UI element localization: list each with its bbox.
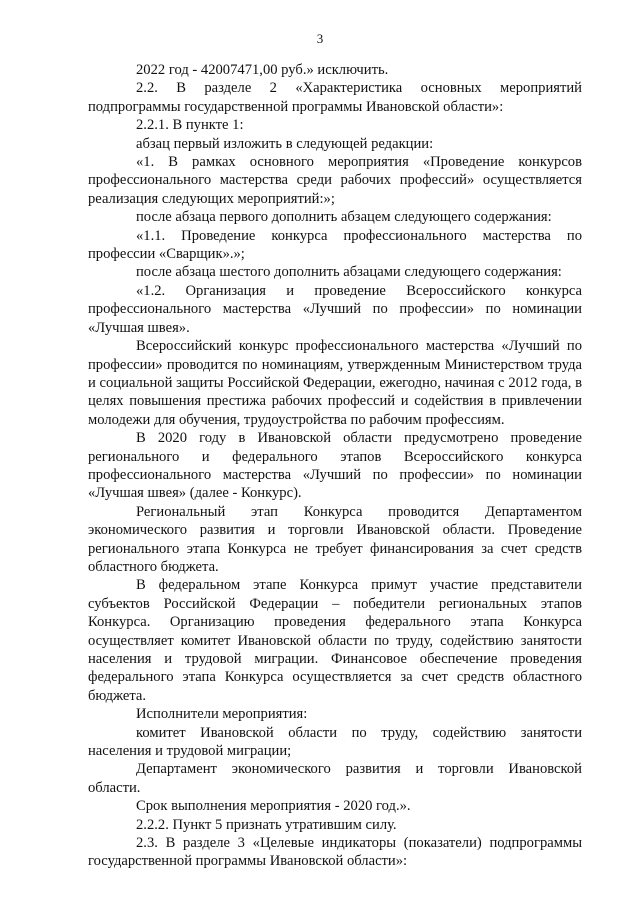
paragraph: 2022 год - 42007471,00 руб.» исключить.	[136, 62, 389, 78]
paragraph: Региональный этап Конкурса проводится Департаментом экономического развития и торговли Ивановской области. Проведение регионального этапа Конкурса не требует финансирования за счет средств областного бюджета.	[88, 503, 582, 575]
paragraph: Исполнители мероприятия:	[136, 706, 308, 723]
paragraph: 2.3. В разделе 3 «Целевые индикаторы (показатели) подпрограммы государственной программы Ивановской области»:	[88, 835, 582, 870]
paragraph: «1.2. Организация и проведение Всероссийского конкурса профессионального мастерства «Лучший по профессии» по номинации «Лучшая швея».	[88, 282, 582, 336]
paragraph: В 2020 году в Ивановской области предусмотрено проведение регионального и федерального этапов Всероссийского конкурса профессионального мастерства «Лучший по профессии» по номинации «Лучшая швея» (далее - Конкурс).	[88, 430, 582, 502]
paragraph: абзац первый изложить в следующей редакции:	[136, 135, 434, 152]
paragraph: после абзаца шестого дополнить абзацами следующего содержания:	[136, 264, 562, 281]
paragraph: «1.1. Проведение конкурса профессионального мастерства по профессии «Сварщик».»;	[88, 227, 582, 263]
paragraph: Департамент экономического развития и торговли Ивановской области.	[88, 761, 582, 796]
paragraph: В федеральном этапе Конкурса примут участие представители субъектов Российской Федерации – победители региональных этапов Конкурса. Организацию проведения федерального этапа Конкурса осуществляет комитет Ивановской области по труду, содействию занятости населения и трудовой миграции. Финансовое обеспечение проведения федерального этапа Конкурса осуществляется за счет средств областного бюджета.	[88, 577, 582, 704]
document-body	[88, 61, 582, 871]
page-number: 3	[316, 31, 324, 46]
paragraph: «1. В рамках основного мероприятия «Проведение конкурсов профессионального мастерства среди рабочих профессий» осуществляется реализация следующих мероприятий:»;	[88, 154, 582, 207]
paragraph: комитет Ивановской области по труду, содействию занятости населения и трудовой миграции;	[88, 724, 582, 760]
paragraph: Срок выполнения мероприятия - 2020 год.».	[136, 798, 411, 815]
paragraph: 2.2.2. Пункт 5 признать утратившим силу.	[136, 816, 397, 833]
paragraph: после абзаца первого дополнить абзацем следующего содержания:	[136, 209, 552, 226]
paragraph: 2.2.1. В пункте 1:	[136, 117, 244, 134]
paragraph: 2.2. В разделе 2 «Характеристика основных мероприятий подпрограммы государственной программы Ивановской области»:	[88, 80, 582, 115]
paragraph: Всероссийский конкурс профессионального мастерства «Лучший по профессии» проводится по номинациям, утвержденным Министерством труда и социальной защиты Российской Федерации, ежегодно, начиная с 2012 года, в целях повышения престижа рабочих профессий и содействия в привлечении молодежи для обучения, трудоустройства по рабочим профессиям.	[88, 338, 582, 428]
